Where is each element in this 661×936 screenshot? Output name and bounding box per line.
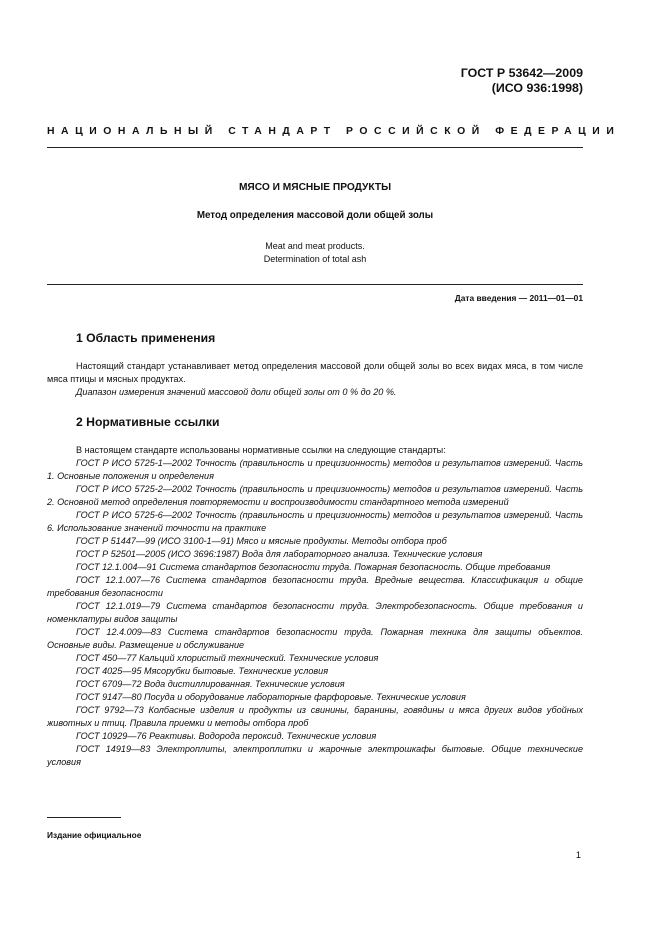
reference-item: ГОСТ 12.1.007—76 Система стандартов безопасности труда. Вредные вещества. Классификация и общие требования безопасности [47, 575, 583, 598]
reference-item: ГОСТ 12.1.019—79 Система стандартов безопасности труда. Электробезопасность. Общие требования и номенклатуры видов защиты [47, 601, 583, 624]
national-standard-banner: НАЦИОНАЛЬНЫЙ СТАНДАРТ РОССИЙСКОЙ ФЕДЕРАЦИИ [47, 126, 621, 137]
iso-equivalent: (ИСО 936:1998) [491, 81, 583, 95]
reference-item: ГОСТ Р 52501—2005 (ИСО 3696:1987) Вода для лабораторного анализа. Технические условия [76, 549, 483, 559]
section-1-paragraph-2: Диапазон измерения значений массовой доли общей золы от 0 % до 20 %. [76, 387, 397, 397]
reference-item: ГОСТ Р ИСО 5725-1—2002 Точность (правильность и прецизионность) методов и результатов измерений. Часть 1. Основные положения и определения [47, 458, 583, 481]
section-1-body [47, 360, 583, 399]
section-1-heading: 1 Область применения [76, 331, 216, 345]
english-title-line-2: Determination of total ash [263, 254, 367, 264]
english-title-line-1: Meat and meat products. [265, 241, 365, 251]
reference-item: ГОСТ 12.4.009—83 Система стандартов безопасности труда. Пожарная техника для защиты объектов. Основные виды. Размещение и обслуживание [47, 627, 583, 650]
reference-item: ГОСТ 10929—76 Реактивы. Водорода пероксид. Технические условия [76, 731, 377, 741]
document-title: МЯСО И МЯСНЫЕ ПРОДУКТЫ [238, 182, 392, 193]
reference-item: ГОСТ 6709—72 Вода дистиллированная. Технические условия [76, 679, 345, 689]
standard-number: ГОСТ Р 53642—2009 [460, 66, 583, 80]
page-number: 1 [575, 850, 581, 860]
reference-item: ГОСТ 450—77 Кальций хлористый технический. Технические условия [76, 653, 379, 663]
section-2-intro: В настоящем стандарте использованы нормативные ссылки на следующие стандарты: [76, 445, 446, 455]
reference-item: ГОСТ 9792—73 Колбасные изделия и продукты из свинины, баранины, говядины и мяса других видов убойных животных и птиц. Правила приемки и методы отбора проб [47, 705, 583, 728]
reference-item: ГОСТ Р ИСО 5725-2—2002 Точность (правильность и прецизионность) методов и результатов измерений. Часть 2. Основной метод определения повторяемости и воспроизводимости стандартного метода измерений [47, 484, 583, 507]
reference-item: ГОСТ Р 51447—99 (ИСО 3100-1—91) Мясо и мясные продукты. Методы отбора проб [76, 536, 447, 546]
document-subtitle: Метод определения массовой доли общей золы [196, 210, 434, 221]
reference-item: ГОСТ 12.1.004—91 Система стандартов безопасности труда. Пожарная безопасность. Общие требования [76, 562, 551, 572]
title-divider [47, 284, 583, 285]
section-2-body [47, 444, 583, 769]
reference-item: ГОСТ Р ИСО 5725-6—2002 Точность (правильность и прецизионность) методов и результатов измерений. Часть 6. Использование значений точности на практике [47, 510, 583, 533]
english-title [47, 240, 583, 266]
section-1-paragraph-1: Настоящий стандарт устанавливает метод определения массовой доли общей золы во всех видах мяса, в том числе мяса птицы и мясных продуктах. [47, 361, 583, 384]
date-introduced: Дата введения — 2011—01—01 [454, 293, 583, 303]
reference-item: ГОСТ 14919—83 Электроплиты, электроплитки и жарочные электрошкафы бытовые. Общие технические условия [47, 744, 583, 767]
section-2-heading: 2 Нормативные ссылки [76, 415, 220, 429]
reference-item: ГОСТ 4025—95 Мясорубки бытовые. Технические условия [76, 666, 329, 676]
footnote-divider [47, 817, 121, 818]
official-edition-label: Издание официальное [47, 830, 142, 840]
reference-item: ГОСТ 9147—80 Посуда и оборудование лабораторные фарфоровые. Технические условия [76, 692, 466, 702]
standard-code [461, 66, 583, 96]
top-divider [47, 147, 583, 148]
